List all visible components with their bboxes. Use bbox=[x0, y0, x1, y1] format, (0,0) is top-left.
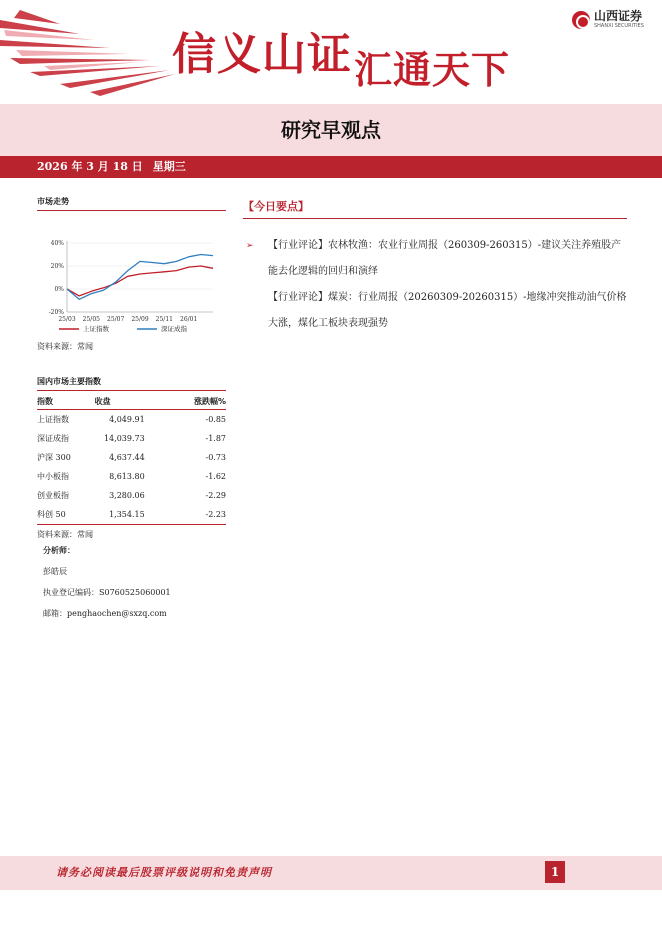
company-logo bbox=[572, 10, 644, 29]
highlights-list bbox=[243, 233, 627, 337]
slogan-part2: 汇通天下 bbox=[354, 48, 511, 92]
date-bar bbox=[0, 156, 662, 178]
y-tick-label: 20% bbox=[50, 263, 64, 270]
analyst-info bbox=[37, 540, 226, 624]
indices-title: 国内市场主要指数 bbox=[37, 376, 226, 391]
index-change: -2.23 bbox=[185, 505, 226, 525]
x-tick-label: 26/01 bbox=[180, 316, 198, 323]
slogan bbox=[172, 18, 511, 92]
ribbon-decoration bbox=[0, 0, 180, 104]
index-name: 上证指数 bbox=[37, 415, 69, 424]
list-item bbox=[243, 233, 627, 285]
col-header-change: 涨跌幅% bbox=[185, 394, 226, 410]
disclaimer-note: 请务必阅读最后股票评级说明和免责声明 bbox=[56, 866, 272, 879]
index-close: 3,280.06 bbox=[109, 491, 145, 500]
market-trend-title: 市场走势 bbox=[37, 196, 226, 211]
table-row bbox=[37, 429, 226, 448]
table-row bbox=[37, 505, 226, 525]
trend-chart-svg bbox=[37, 211, 226, 335]
analyst-email: 邮箱：penghaochen@sxzq.com bbox=[43, 609, 167, 618]
logo-name: 山西证券 bbox=[594, 9, 643, 23]
x-tick-label: 25/03 bbox=[58, 316, 76, 323]
x-tick-label: 25/11 bbox=[155, 316, 173, 323]
col-header-close: 收盘 bbox=[81, 394, 185, 410]
index-name: 深证成指 bbox=[37, 434, 69, 443]
highlight-text: 【行业评论】农林牧渔：农业行业周报（260309-260315）-建议关注养殖股产能去化逻辑的回归和演绎 bbox=[268, 240, 622, 277]
x-tick-label: 25/05 bbox=[82, 316, 100, 323]
report-date: 2026 年 3 月 18 日 bbox=[37, 160, 143, 173]
right-column bbox=[243, 198, 627, 337]
index-close: 1,354.15 bbox=[81, 505, 185, 525]
index-change: -0.85 bbox=[205, 415, 226, 424]
series-line bbox=[67, 266, 213, 296]
index-close: 8,613.80 bbox=[109, 472, 145, 481]
col-header-index: 指数 bbox=[37, 394, 81, 410]
index-close: 4,637.44 bbox=[109, 453, 145, 462]
chart-source: 资料来源：常闻 bbox=[37, 342, 93, 351]
analyst-label: 分析师： bbox=[43, 546, 75, 555]
highlight-text: 【行业评论】煤炭：行业周报（20260309-20260315）-地缘冲突推动油气价格大涨，煤化工板块表现强势 bbox=[268, 292, 627, 329]
logo-name-en: SHANXI SECURITIES bbox=[594, 23, 644, 29]
report-weekday: 星期三 bbox=[152, 160, 186, 173]
indices-source: 资料来源：常闻 bbox=[37, 530, 93, 539]
analyst-name: 彭皓辰 bbox=[43, 567, 67, 576]
legend-label: 上证指数 bbox=[83, 325, 109, 333]
legend-label: 深证成指 bbox=[161, 325, 187, 333]
list-item bbox=[243, 285, 627, 337]
indices-table bbox=[37, 394, 226, 525]
table-row bbox=[37, 467, 226, 486]
logo-icon bbox=[572, 11, 590, 29]
x-tick-label: 25/07 bbox=[107, 316, 125, 323]
y-tick-label: 40% bbox=[50, 240, 64, 247]
index-name: 沪深 300 bbox=[37, 453, 71, 462]
y-tick-label: -20% bbox=[48, 309, 64, 316]
x-tick-label: 25/09 bbox=[131, 316, 149, 323]
index-change: -1.87 bbox=[205, 434, 226, 443]
table-row bbox=[37, 410, 226, 430]
table-row bbox=[37, 486, 226, 505]
market-trend-chart bbox=[37, 211, 226, 335]
index-change: -0.73 bbox=[205, 453, 226, 462]
slogan-part1: 信义山证 bbox=[172, 29, 352, 80]
analyst-registration: 执业登记编码：S0760525060001 bbox=[43, 588, 171, 597]
header-banner bbox=[0, 0, 662, 104]
arrow-bullet-icon: ➢ bbox=[246, 241, 254, 251]
title-band bbox=[0, 104, 662, 156]
index-name: 科创 50 bbox=[37, 505, 81, 525]
index-change: -2.29 bbox=[205, 491, 226, 500]
highlights-heading: 【今日要点】 bbox=[243, 198, 627, 219]
index-name: 中小板指 bbox=[37, 472, 69, 481]
index-close: 14,039.73 bbox=[103, 434, 145, 443]
table-row bbox=[37, 448, 226, 467]
page-number: 1 bbox=[545, 861, 565, 883]
index-name: 创业板指 bbox=[37, 491, 69, 500]
index-close: 4,049.91 bbox=[109, 415, 145, 424]
table-header-row bbox=[37, 394, 226, 410]
left-column bbox=[37, 196, 226, 624]
report-title: 研究早观点 bbox=[281, 118, 381, 142]
y-tick-label: 0% bbox=[54, 286, 64, 293]
index-change: -1.62 bbox=[205, 472, 226, 481]
